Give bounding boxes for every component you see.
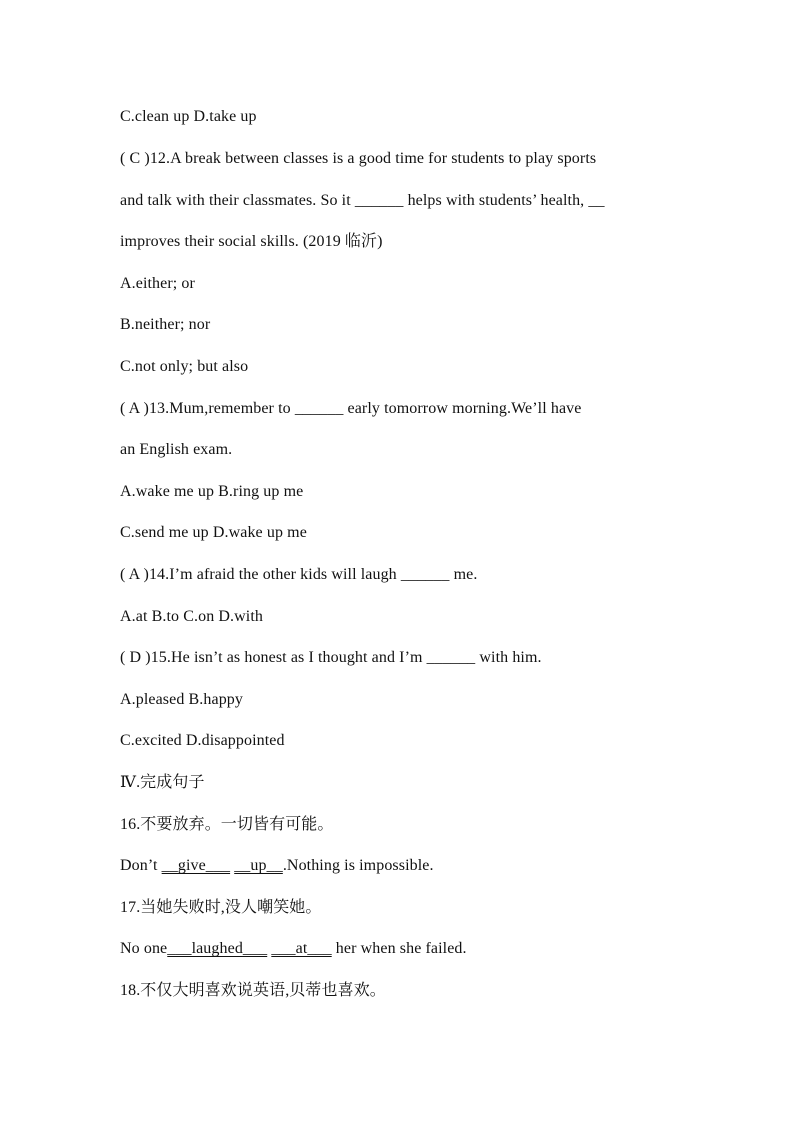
question-17-answer-2: ___at___ [271,940,332,957]
question-16-english [120,856,434,876]
question-13-options-cd: C.send me up D.wake up me [120,524,307,541]
question-16-answer-2: __up__ [234,857,283,874]
question-16-answer-1: __give___ [161,857,231,874]
question-17-answer-1: ___laughed___ [167,940,268,957]
question-17-suffix: her when she failed. [331,940,467,957]
question-12-option-a: A.either; or [120,275,195,292]
question-12-line-3: improves their social skills. (2019 临沂) [120,233,383,250]
question-17-prefix: No one [120,940,168,957]
section-heading: Ⅳ.完成句子 [120,774,205,791]
question-16-suffix: .Nothing is impossible. [282,857,434,874]
question-18-chinese: 18.不仅大明喜欢说英语,贝蒂也喜欢。 [120,982,386,999]
question-12-line-2: and talk with their classmates. So it ______ helps with students’ health, __ [120,192,605,209]
question-13-options-ab: A.wake me up B.ring up me [120,483,304,500]
question-12-option-c: C.not only; but also [120,358,249,375]
question-12-option-b: B.neither; nor [120,316,211,333]
question-15-stem: ( D )15.He isn’t as honest as I thought and I’m ______ with him. [120,649,542,666]
question-17-english [120,939,467,959]
question-13-line-2: an English exam. [120,441,233,458]
options-line-11-cd: C.clean up D.take up [120,108,257,125]
question-14-options: A.at B.to C.on D.with [120,608,263,625]
question-15-options-cd: C.excited D.disappointed [120,732,285,749]
question-16-prefix: Don’t [120,857,162,874]
question-15-options-ab: A.pleased B.happy [120,691,244,708]
question-16-chinese: 16.不要放弃。一切皆有可能。 [120,816,334,833]
question-12-line-1: ( C )12.A break between classes is a good time for students to play sports [120,150,597,167]
question-13-line-1: ( A )13.Mum,remember to ______ early tomorrow morning.We’ll have [120,400,582,417]
question-17-chinese: 17.当她失败时,没人嘲笑她。 [120,899,322,916]
question-14-stem: ( A )14.I’m afraid the other kids will laugh ______ me. [120,566,478,583]
